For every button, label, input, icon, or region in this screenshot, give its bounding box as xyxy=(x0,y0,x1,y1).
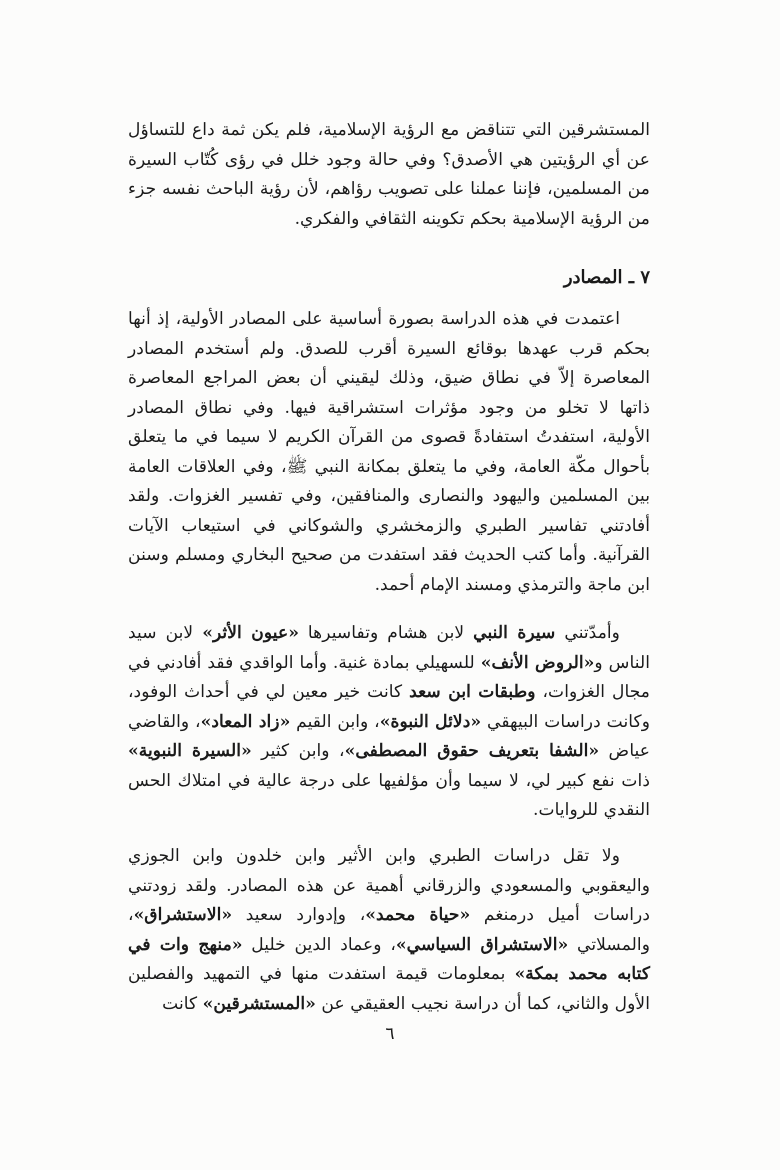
text-run: المستشرقين التي تتناقض مع الرؤية الإسلامية، فلم يكن ثمة داع للتساؤل عن أي الرؤيتين هي الأصدق؟ وفي حالة وجود خلل في رؤى كُتّاب السيرة من المسلمين، فإننا عملنا على تصويب رؤاهم، لأن رؤية الباحث نفسه جزء من الرؤية الإسلامية بحكم تكوينه الثقافي والفكري. xyxy=(128,120,650,229)
text-run: ولا تقل دراسات الطبري وابن الأثير وابن خلدون وابن الجوزي واليعقوبي والمسعودي والزرقاني أهمية عن هذه المصادر. ولقد زودتني دراسات أميل درمنغم xyxy=(128,846,650,925)
book-title: وطبقات ابن سعد xyxy=(409,682,536,702)
book-title: «الشفا بتعريف حقوق المصطفى» xyxy=(344,741,600,761)
text-run: ، وعماد الدين خليل xyxy=(242,934,396,955)
paragraph-1 xyxy=(128,116,650,234)
book-title: سيرة النبي xyxy=(473,623,556,643)
text-run: كانت خير معين لي في أحداث الوفود، وكانت دراسات البيهقي xyxy=(128,682,650,732)
section-heading: ٧ ـ المصادر xyxy=(563,267,650,288)
text-run: اعتمدت في هذه الدراسة بصورة أساسية على المصادر الأولية، إذ أنها بحكم قرب عهدها بوقائع السيرة أقرب للصدق. ولم أستخدم المصادر المعاصرة إلاّ في نطاق ضيق، وذلك ليقيني أن بعض المراجع المعاصرة ذاتها لا تخلو من وجود مؤثرات استشراقية فيها. وفي نطاق المصادر الأولية، استفدتُ استفادةً قصوى من القرآن الكريم لا سيما في ما يتعلق بأحوال مكّة العامة، وفي ما يتعلق بمكانة النبي ﷺ، وفي العلاقات العامة بين المسلمين واليهود والنصارى والمنافقين، وفي تفسير الغزوات. ولقد أفادتني تفاسير الطبري والزمخشري والشوكاني في استيعاب الآيات القرآنية. وأما كتب الحديث فقد استفدت من صحيح البخاري ومسلم وسنن ابن ماجة والترمذي ومسند الإمام أحمد. xyxy=(128,309,650,595)
paragraph-4 xyxy=(128,842,650,1019)
text-run: بمعلومات قيمة استفدت منها في التمهيد والفصلين الأول والثاني، كما أن دراسة نجيب العقيقي عن xyxy=(128,964,650,1014)
text-run: ، وابن القيم xyxy=(290,711,380,732)
text-run: ، وابن كثير xyxy=(251,741,345,761)
book-title: «الروض الأنف» xyxy=(480,652,595,673)
book-title: «حياة محمد» xyxy=(365,905,471,925)
book-title: «السيرة النبوية» xyxy=(128,741,252,761)
text-run: ، والقاضي عياض xyxy=(128,711,650,761)
book-title: «الاستشراق السياسي» xyxy=(395,934,569,955)
paragraph-intro xyxy=(128,116,650,234)
text-run: لابن سيد الناس و xyxy=(128,623,650,673)
paragraph-sources xyxy=(128,305,650,600)
book-title: «زاد المعاد» xyxy=(200,711,291,732)
text-run: كانت xyxy=(162,993,203,1014)
book-title: «المستشرقين» xyxy=(202,993,316,1014)
book-title: «دلائل النبوة» xyxy=(379,711,482,732)
text-run: وأمدّتني xyxy=(555,623,620,643)
paragraph-2 xyxy=(128,305,650,600)
paragraph-histories xyxy=(128,842,650,1019)
text-run: لابن هشام وتفاسيرها xyxy=(298,623,474,643)
text-run: ، وإدوارد سعيد xyxy=(232,905,366,925)
book-title: «الاستشراق» xyxy=(133,905,233,925)
page-number: ٦ xyxy=(385,1024,395,1044)
text-run: ذات نفع كبير لي، لا سيما وأن مؤلفيها على درجة عالية في امتلاك الحس النقدي للروايات. xyxy=(128,770,650,820)
text-run: للسهيلي بمادة غنية. وأما الواقدي فقد أفادني في مجال الغزوات، xyxy=(128,652,651,702)
book-title: «عيون الأثر» xyxy=(202,623,299,643)
book-title: «منهج وات في كتابه محمد بمكة» xyxy=(128,934,651,984)
paragraph-3 xyxy=(128,619,650,826)
paragraph-sira-books xyxy=(128,619,650,826)
text-run: ، والمسلاتي xyxy=(128,905,650,955)
